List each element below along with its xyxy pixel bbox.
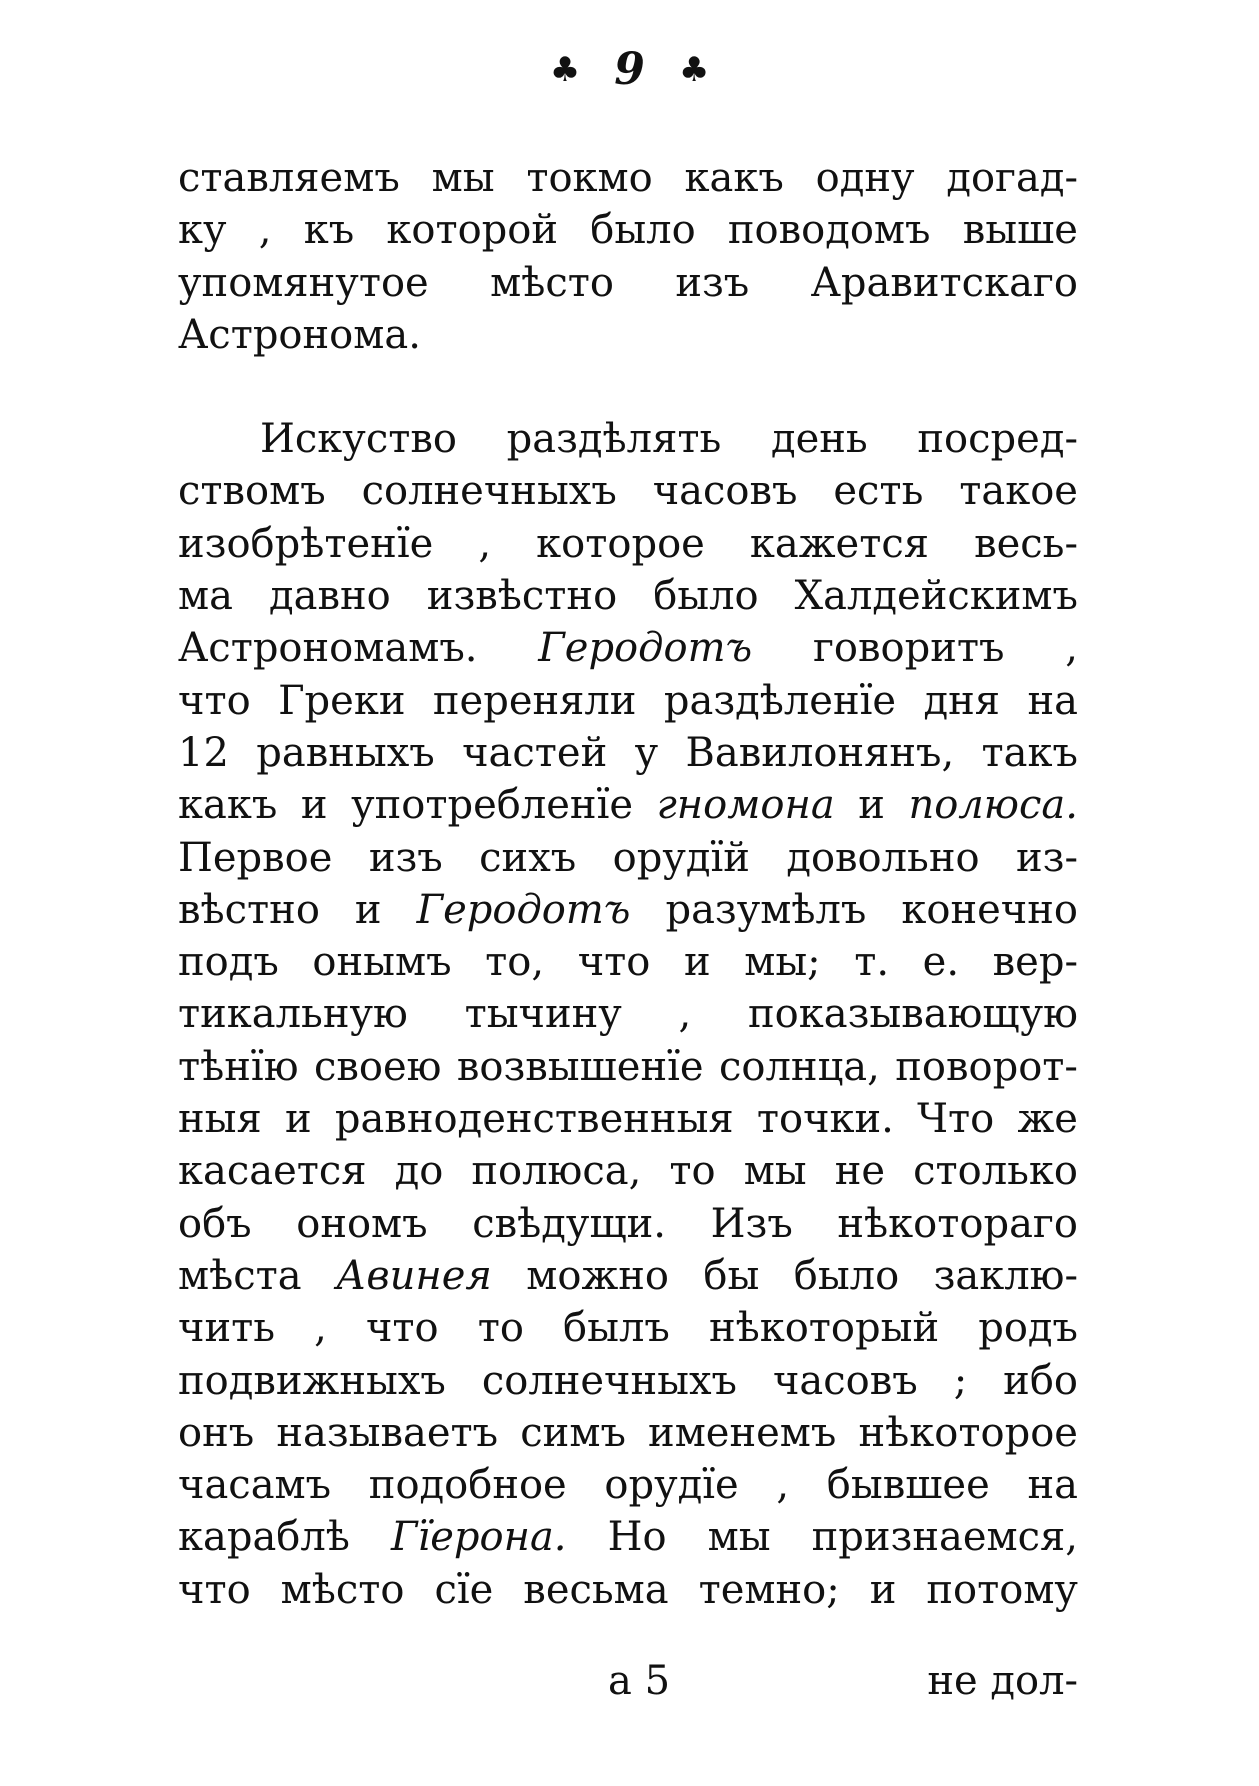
text-line	[178, 622, 1078, 674]
word: Греки	[278, 677, 406, 724]
word: Вавилонянъ,	[685, 729, 955, 776]
word: ,	[258, 207, 272, 254]
word: Первое	[178, 834, 333, 881]
ornament-right-icon: ♣	[678, 50, 710, 90]
word: ку	[178, 207, 227, 254]
text-line	[178, 257, 1078, 309]
word: нѣкоторый	[708, 1305, 940, 1352]
word: родъ	[978, 1305, 1078, 1352]
word: столько	[913, 1148, 1078, 1195]
word: дня	[923, 677, 1001, 724]
page-header	[0, 44, 1259, 95]
word: мы	[743, 1148, 807, 1195]
word: поворот-	[895, 1043, 1078, 1090]
text-line	[178, 1198, 1078, 1250]
word: сихъ	[479, 834, 577, 881]
word: посред-	[917, 416, 1078, 463]
word: мѣсто	[280, 1566, 405, 1613]
text-line	[178, 936, 1078, 988]
word: мы	[707, 1514, 771, 1561]
word: то	[669, 1148, 716, 1195]
word: конечно	[901, 886, 1078, 933]
word: Но	[607, 1514, 667, 1561]
text-line	[178, 465, 1078, 517]
word: называетъ	[276, 1409, 499, 1456]
word: то	[477, 1305, 524, 1352]
word: равноденственныя	[334, 1096, 734, 1143]
word: было	[590, 207, 696, 254]
word: Астронома.	[178, 311, 421, 358]
text-line	[178, 1459, 1078, 1511]
word: ма	[178, 573, 233, 620]
word: выше	[962, 207, 1078, 254]
word: догад-	[946, 155, 1078, 201]
word: мы	[431, 155, 495, 201]
word: что	[178, 1566, 251, 1613]
text-line	[178, 832, 1078, 884]
word: ,	[314, 1305, 327, 1352]
text-line	[178, 1250, 1078, 1302]
text-line	[178, 779, 1078, 831]
text-line	[178, 413, 1078, 465]
word: которой	[386, 207, 559, 254]
word: употребленїе	[351, 782, 634, 829]
word: день	[770, 416, 868, 463]
word: подъ	[178, 939, 279, 986]
word: токмо	[526, 155, 653, 201]
word: раздѣлять	[506, 416, 722, 463]
word: мѣста	[178, 1252, 302, 1299]
word: что	[365, 1305, 439, 1352]
word: онымъ	[312, 939, 452, 986]
word: что	[178, 677, 251, 724]
word: до	[394, 1148, 444, 1195]
word: онъ	[178, 1409, 255, 1456]
word: заклю-	[933, 1252, 1078, 1299]
word: вер-	[992, 939, 1078, 986]
signature-mark: а 5	[608, 1658, 671, 1704]
word: Гїерона.	[390, 1514, 567, 1561]
paragraph	[178, 152, 1078, 361]
word: упомянутое	[178, 259, 429, 306]
text-line	[178, 570, 1078, 622]
word: изъ	[675, 259, 750, 306]
word: подобное	[368, 1462, 567, 1509]
word: изобрѣтенїе	[178, 520, 434, 567]
word: изъ	[368, 834, 443, 881]
word: часамъ	[178, 1462, 332, 1509]
word: сїе	[434, 1566, 494, 1613]
word: 12	[178, 729, 229, 776]
word: мы;	[744, 939, 821, 986]
word: у	[634, 729, 659, 776]
word: такое	[959, 468, 1078, 515]
word: именемъ	[648, 1409, 837, 1456]
word: былъ	[563, 1305, 670, 1352]
text-line	[178, 1511, 1078, 1563]
word: солнечныхъ	[481, 1357, 738, 1404]
word: тѣнїю	[178, 1043, 299, 1090]
word: какъ	[178, 782, 278, 829]
word: подвижныхъ	[178, 1357, 446, 1404]
word: караблѣ	[178, 1514, 350, 1561]
word: чить	[178, 1305, 276, 1352]
word: часовъ	[772, 1357, 918, 1404]
word: т.	[854, 939, 890, 986]
word: е.	[922, 939, 960, 986]
text-line	[178, 204, 1078, 256]
word: объ	[178, 1200, 252, 1247]
word: свѣдущи.	[472, 1200, 667, 1247]
word: орудїе	[604, 1462, 739, 1509]
word: ,	[678, 991, 692, 1038]
word: солнечныхъ	[361, 468, 617, 515]
word: Аравитскаго	[810, 259, 1078, 306]
word: и	[869, 1566, 897, 1613]
word: Изъ	[710, 1200, 793, 1247]
word: ,	[478, 520, 492, 567]
word: ныя	[178, 1096, 262, 1143]
word: и	[354, 886, 382, 933]
word: и	[683, 939, 711, 986]
word: часовъ	[652, 468, 798, 515]
word: Авинея	[336, 1252, 492, 1299]
text-line	[178, 518, 1078, 570]
word: темно;	[698, 1566, 840, 1613]
text-line	[178, 152, 1078, 204]
word: своею	[313, 1043, 442, 1090]
word: бы	[703, 1252, 760, 1299]
word: потому	[926, 1566, 1078, 1613]
word: можно	[526, 1252, 670, 1299]
text-line	[178, 309, 1078, 361]
text-line	[178, 1302, 1078, 1354]
word: полюса.	[908, 782, 1078, 829]
word: нѣкотораго	[837, 1200, 1078, 1247]
word: извѣстно	[426, 573, 618, 620]
word: ,	[776, 1462, 790, 1509]
word: касается	[178, 1148, 367, 1195]
word: то,	[485, 939, 545, 986]
word: возвышенїе	[456, 1043, 704, 1090]
text-line	[178, 1145, 1078, 1197]
word: Искуство	[260, 416, 457, 463]
word: точки.	[756, 1096, 894, 1143]
word: разумѣлъ	[665, 886, 867, 933]
word: есть	[833, 468, 924, 515]
text-line	[178, 1041, 1078, 1093]
word: Астрономамъ.	[178, 625, 478, 672]
text-line	[178, 1093, 1078, 1145]
word: такъ	[981, 729, 1078, 776]
word: признаемся,	[811, 1514, 1078, 1561]
text-line	[178, 675, 1078, 727]
word: одну	[815, 155, 915, 201]
page-footer	[178, 1655, 1078, 1707]
word: Геродотъ	[538, 625, 753, 672]
word: Геродотъ	[416, 886, 631, 933]
word: частей	[462, 729, 608, 776]
word: тычину	[464, 991, 622, 1038]
word: ствомъ	[178, 468, 326, 515]
word: не	[834, 1148, 886, 1195]
word: ;	[953, 1357, 968, 1404]
word: которое	[536, 520, 705, 567]
word: мѣсто	[490, 259, 614, 306]
word: бывшее	[826, 1462, 990, 1509]
text-line	[178, 1564, 1078, 1616]
word: вѣстно	[178, 886, 320, 933]
word: кажется	[749, 520, 929, 567]
word: и	[300, 782, 328, 829]
word: было	[793, 1252, 900, 1299]
text-line	[178, 1407, 1078, 1459]
word: что	[577, 939, 651, 986]
paragraph	[178, 413, 1078, 1616]
word: Халдейскимъ	[794, 573, 1078, 620]
word: и	[858, 782, 885, 829]
word: Что	[917, 1096, 995, 1143]
catchword: не дол-	[927, 1658, 1078, 1704]
word: полюса,	[471, 1148, 642, 1195]
word: ибо	[1003, 1357, 1078, 1404]
word: нѣкоторое	[858, 1409, 1078, 1456]
word: показывающую	[747, 991, 1078, 1038]
word: на	[1027, 677, 1078, 724]
word: переняли	[432, 677, 637, 724]
word: весь-	[974, 520, 1078, 567]
text-line	[178, 988, 1078, 1040]
word: солнца,	[719, 1043, 880, 1090]
word: из-	[1015, 834, 1078, 881]
text-line	[178, 727, 1078, 779]
word: тикальную	[178, 991, 408, 1038]
body-text	[178, 152, 1078, 1616]
text-line	[178, 884, 1078, 936]
page-number: 9	[614, 44, 645, 95]
word: было	[653, 573, 759, 620]
word: равныхъ	[256, 729, 435, 776]
word: ономъ	[296, 1200, 428, 1247]
word: къ	[303, 207, 355, 254]
word: весьма	[523, 1566, 669, 1613]
word: ставляемъ	[178, 155, 400, 201]
ornament-left-icon: ♣	[549, 50, 581, 90]
word: довольно	[786, 834, 980, 881]
word: раздѣленїе	[663, 677, 897, 724]
word: же	[1017, 1096, 1078, 1143]
word: симъ	[520, 1409, 626, 1456]
word: какъ	[684, 155, 784, 201]
word: на	[1027, 1462, 1078, 1509]
word: говоритъ	[812, 625, 1005, 672]
word: гномона	[656, 782, 835, 829]
word: поводомъ	[727, 207, 931, 254]
word: ,	[1065, 625, 1078, 672]
word: давно	[269, 573, 391, 620]
word: орудїй	[612, 834, 750, 881]
word: и	[284, 1096, 312, 1143]
text-line	[178, 1355, 1078, 1407]
